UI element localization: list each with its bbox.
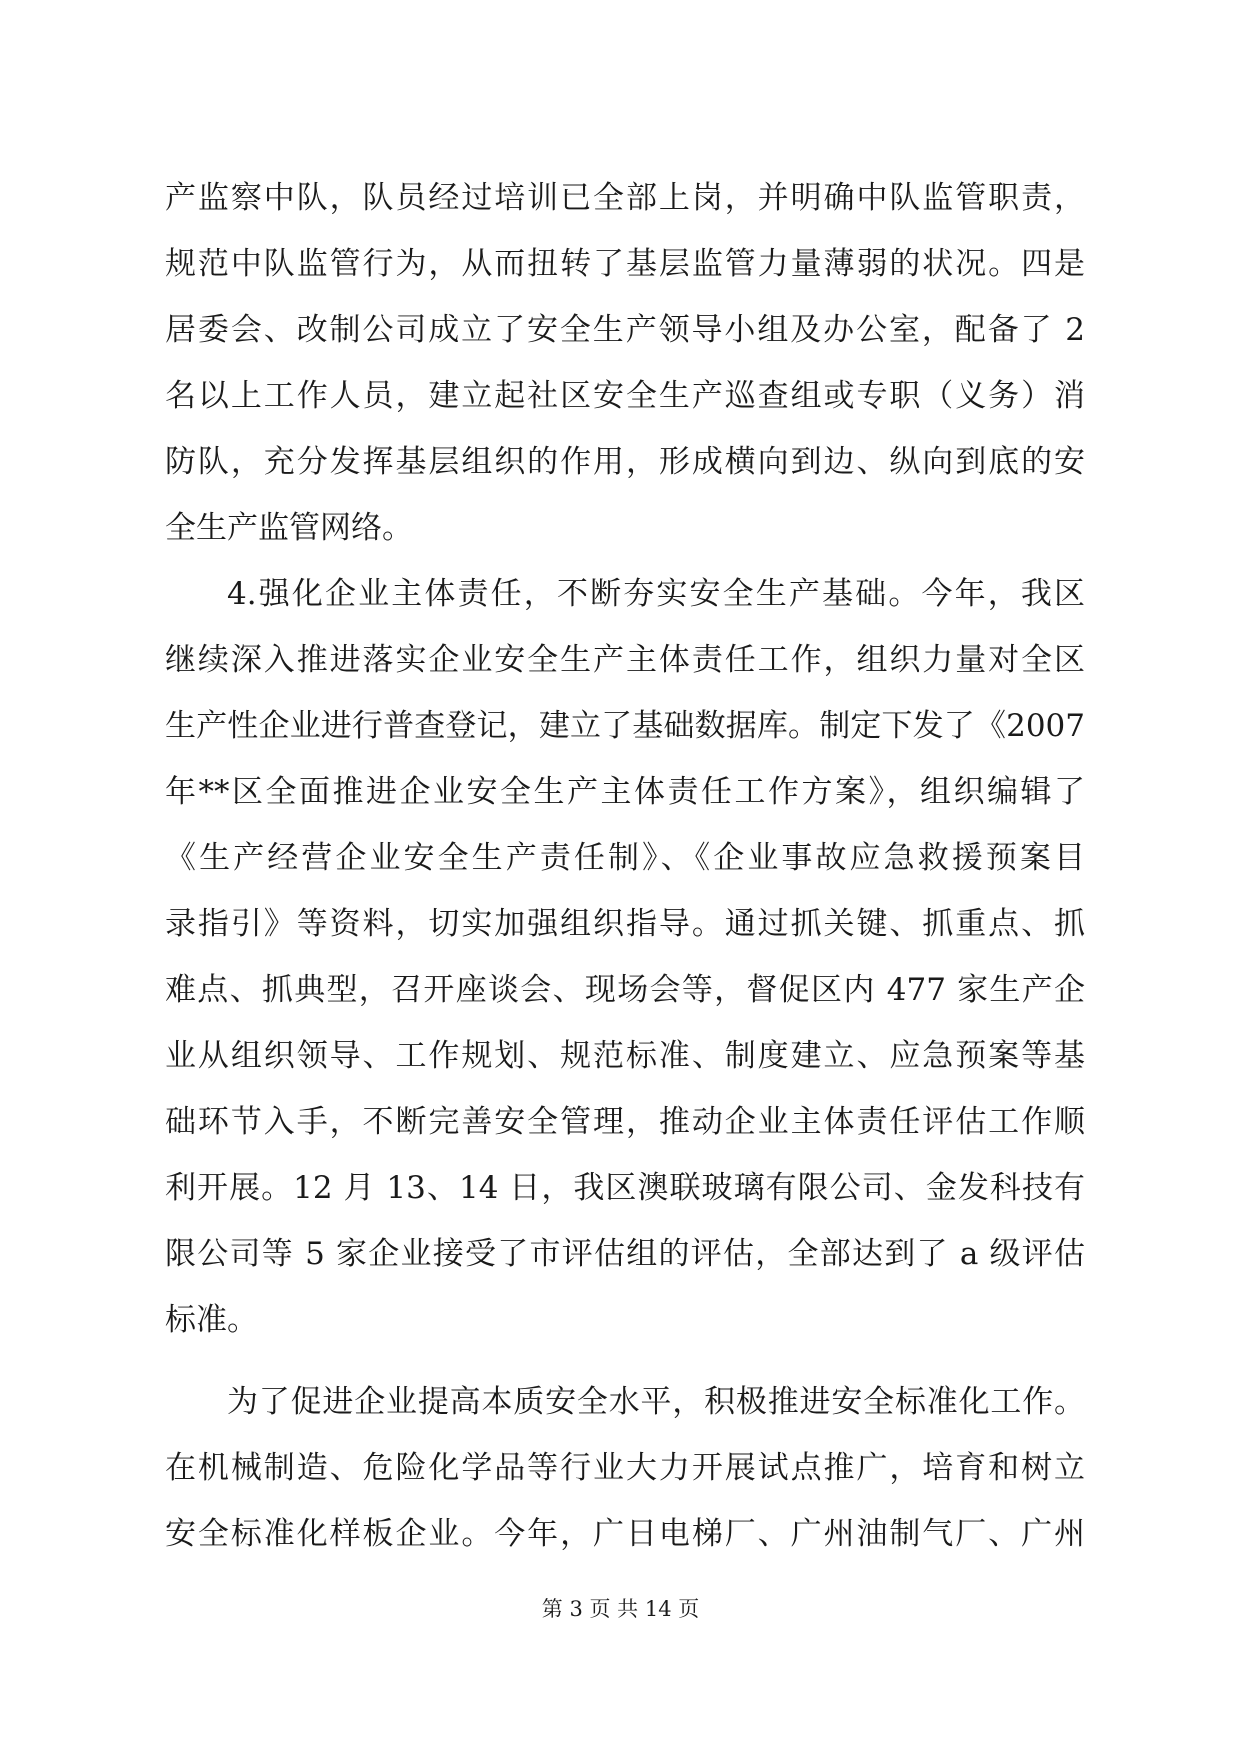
page-number-footer: 第 3 页 共 14 页 [541, 1597, 700, 1621]
text-line: 继续深入推进落实企业安全生产主体责任工作，组织力量对全区 [165, 642, 1085, 678]
paragraph [165, 561, 1085, 1353]
text-line: 名以上工作人员，建立起社区安全生产巡查组或专职（义务）消 [165, 378, 1085, 414]
text-line: 标准。 [165, 1302, 258, 1338]
text-line: 全生产监管网络。 [165, 510, 413, 546]
text-line: 础环节入手，不断完善安全管理，推动企业主体责任评估工作顺 [165, 1104, 1085, 1140]
text-line: 防队，充分发挥基层组织的作用，形成横向到边、纵向到底的安 [165, 444, 1085, 480]
text-line: 安全标准化样板企业。今年，广日电梯厂、广州油制气厂、广州 [165, 1516, 1085, 1552]
text-line: 4.强化企业主体责任，不断夯实安全生产基础。今年，我区 [227, 576, 1085, 612]
paragraph [165, 1369, 1085, 1567]
text-line: 规范中队监管行为，从而扭转了基层监管力量薄弱的状况。四是 [165, 246, 1085, 282]
text-line: 利开展。12 月 13、14 日，我区澳联玻璃有限公司、金发科技有 [165, 1170, 1085, 1206]
text-line: 在机械制造、危险化学品等行业大力开展试点推广，培育和树立 [165, 1450, 1085, 1486]
text-line: 产监察中队，队员经过培训已全部上岗，并明确中队监管职责， [165, 180, 1085, 216]
paragraph-gap [165, 1353, 1085, 1369]
text-line: 生产性企业进行普查登记，建立了基础数据库。制定下发了《2007 [165, 708, 1085, 744]
text-line: 《生产经营企业安全生产责任制》、《企业事故应急救援预案目 [165, 840, 1085, 876]
text-line: 年**区全面推进企业安全生产主体责任工作方案》，组织编辑了 [165, 774, 1085, 810]
text-line: 为了促进企业提高本质安全水平，积极推进安全标准化工作。 [227, 1384, 1085, 1420]
paragraph [165, 165, 1085, 561]
document-body [165, 165, 1085, 1567]
text-line: 居委会、改制公司成立了安全生产领导小组及办公室，配备了 2 [165, 312, 1085, 348]
text-line: 录指引》等资料，切实加强组织指导。通过抓关键、抓重点、抓 [165, 906, 1085, 942]
text-line: 限公司等 5 家企业接受了市评估组的评估，全部达到了 a 级评估 [165, 1236, 1085, 1272]
text-line: 难点、抓典型，召开座谈会、现场会等，督促区内 477 家生产企 [165, 972, 1085, 1008]
text-line: 业从组织领导、工作规划、规范标准、制度建立、应急预案等基 [165, 1038, 1085, 1074]
